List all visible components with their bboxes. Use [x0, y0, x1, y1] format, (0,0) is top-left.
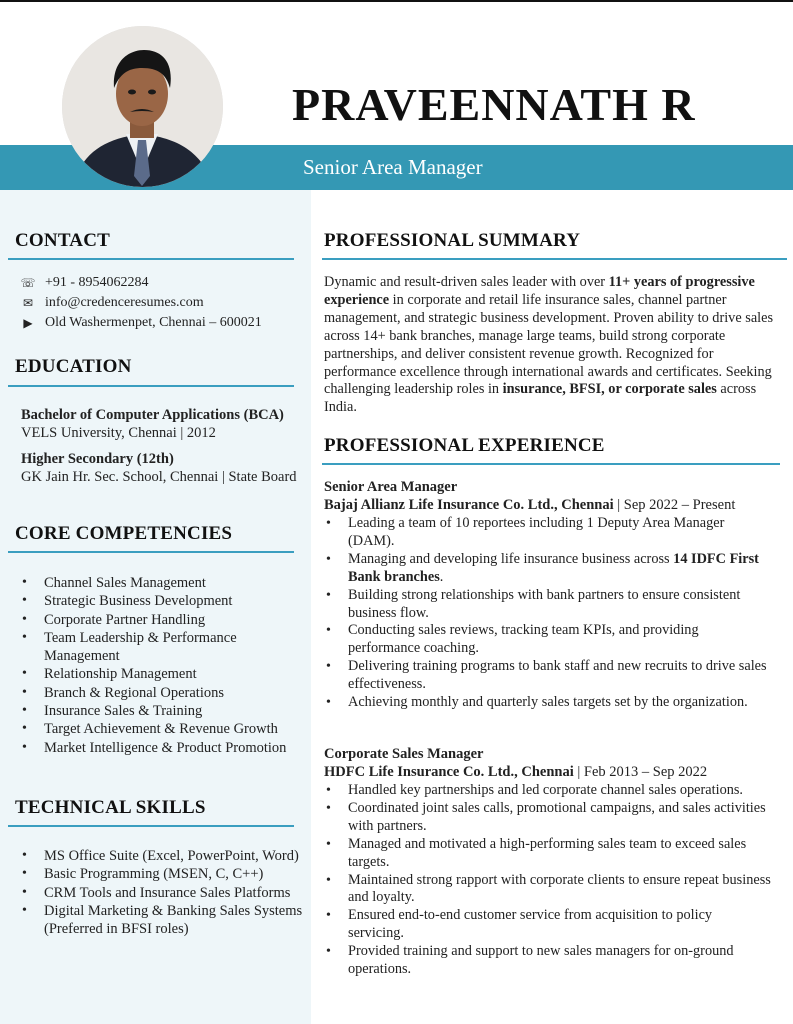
summary-highlight: insurance, BFSI, or corporate sales — [502, 381, 717, 398]
list-item: • Building strong relationships with bank partners to ensure consistent business flow. — [326, 587, 771, 623]
list-item: • MS Office Suite (Excel, PowerPoint, Word) — [22, 847, 307, 865]
list-item: • Conducting sales reviews, tracking team KPIs, and providing performance coaching. — [326, 622, 771, 658]
company-name: Bajaj Allianz Life Insurance Co. Ltd., Chennai — [324, 497, 614, 513]
list-item: • Basic Programming (MSEN, C, C++) — [22, 865, 307, 883]
job-title: Senior Area Manager — [324, 479, 458, 495]
summary-part: in corporate and retail life insurance sales, channel partner management, and strategic business development. Proven ability to drive sales across 14+ bank branches, manage large teams, build strong corporate partnerships, and deliver consistent revenue growth. Recognized for performance excellence through international awards and certificates. Seeking challenging leadership roles in — [324, 291, 774, 398]
education-detail: GK Jain Hr. Sec. School, Chennai | State Board — [21, 469, 297, 485]
list-item: • Coordinated joint sales calls, promotional campaigns, and sales activities with partners. — [326, 800, 771, 836]
summary-heading: PROFESSIONAL SUMMARY — [324, 230, 581, 251]
list-item: • Provided training and support to new sales managers for on-ground operations. — [326, 943, 771, 979]
job-title: Corporate Sales Manager — [324, 746, 484, 762]
phone-icon: ☏ — [20, 275, 36, 290]
education-divider — [8, 385, 294, 387]
list-item: • Insurance Sales & Training — [22, 702, 307, 720]
summary-part: across India. — [324, 381, 757, 416]
list-item: • Achieving monthly and quarterly sales targets set by the organization. — [326, 694, 771, 712]
education-degree: Bachelor of Computer Applications (BCA) — [21, 407, 284, 423]
competencies-divider — [8, 551, 294, 553]
list-item: • Relationship Management — [22, 665, 307, 683]
summary-text — [324, 274, 774, 417]
duty-part: Managing and developing life insurance business across — [348, 550, 674, 567]
education-item — [21, 450, 306, 486]
separator: | — [573, 764, 584, 780]
list-item: • Channel Sales Management — [22, 574, 307, 592]
experience-divider — [322, 463, 780, 465]
summary-divider — [322, 258, 787, 260]
list-item: • Ensured end-to-end customer service from acquisition to policy servicing. — [326, 907, 771, 943]
education-degree: Higher Secondary (12th) — [21, 451, 174, 467]
contact-address — [20, 315, 262, 331]
summary-highlight: 11+ years of progressive experience — [324, 274, 755, 308]
contact-heading: CONTACT — [15, 230, 110, 251]
email-text: info@credenceresumes.com — [45, 295, 204, 310]
list-item: • Team Leadership & Performance Management — [22, 629, 307, 666]
job-dates: Feb 2013 – Sep 2022 — [583, 764, 708, 780]
education-item — [21, 406, 306, 442]
experience-heading: PROFESSIONAL EXPERIENCE — [324, 435, 605, 456]
job-role: Senior Area Manager — [303, 155, 483, 179]
job-duties-list — [326, 782, 771, 979]
duty-part: . — [439, 568, 444, 585]
list-item: • Digital Marketing & Banking Sales Systems (Preferred in BFSI roles) — [22, 902, 307, 939]
candidate-name: PRAVEENNATH R — [292, 79, 696, 130]
education-heading: EDUCATION — [15, 356, 132, 377]
contact-divider — [8, 258, 294, 260]
list-item: • Branch & Regional Operations — [22, 684, 307, 702]
competencies-list — [22, 574, 307, 757]
top-border — [0, 0, 793, 2]
job-company-line — [324, 764, 707, 781]
education-detail: VELS University, Chennai | 2012 — [21, 425, 216, 441]
job-company-line — [324, 497, 735, 514]
technical-list — [22, 847, 307, 938]
list-item: • Corporate Partner Handling — [22, 611, 307, 629]
competencies-heading: CORE COMPETENCIES — [15, 523, 233, 544]
address-text: Old Washermenpet, Chennai – 600021 — [45, 315, 262, 330]
duty-highlight: 14 IDFC First Bank branches — [348, 550, 759, 585]
email-icon: ✉ — [22, 295, 34, 310]
company-name: HDFC Life Insurance Co. Ltd., Chennai — [324, 764, 574, 780]
technical-divider — [8, 825, 294, 827]
list-item: • Target Achievement & Revenue Growth — [22, 720, 307, 738]
list-item: • Maintained strong rapport with corporate clients to ensure repeat business and loyalty. — [326, 872, 771, 908]
list-item: • CRM Tools and Insurance Sales Platforms — [22, 884, 307, 902]
contact-phone — [20, 275, 149, 291]
list-item: • Handled key partnerships and led corporate channel sales operations. — [326, 782, 771, 800]
job-dates: Sep 2022 – Present — [623, 497, 736, 513]
list-item: • Strategic Business Development — [22, 592, 307, 610]
summary-part: Dynamic and result-driven sales leader with over — [324, 274, 609, 290]
list-item: • Leading a team of 10 reportees including 1 Deputy Area Manager (DAM). — [326, 515, 771, 551]
separator: | — [613, 497, 624, 513]
avatar — [62, 26, 223, 187]
list-item: • Delivering training programs to bank staff and new recruits to drive sales effectiveness. — [326, 658, 771, 694]
list-item: • Managed and motivated a high-performing sales team to exceed sales targets. — [326, 836, 771, 872]
job-duties-list — [326, 515, 771, 712]
phone-text: +91 - 8954062284 — [45, 275, 149, 290]
technical-heading: TECHNICAL SKILLS — [15, 797, 206, 818]
location-icon: ▶ — [23, 315, 33, 330]
list-item: • Market Intelligence & Product Promotion — [22, 739, 307, 757]
list-item — [326, 551, 771, 587]
contact-email — [20, 295, 204, 311]
